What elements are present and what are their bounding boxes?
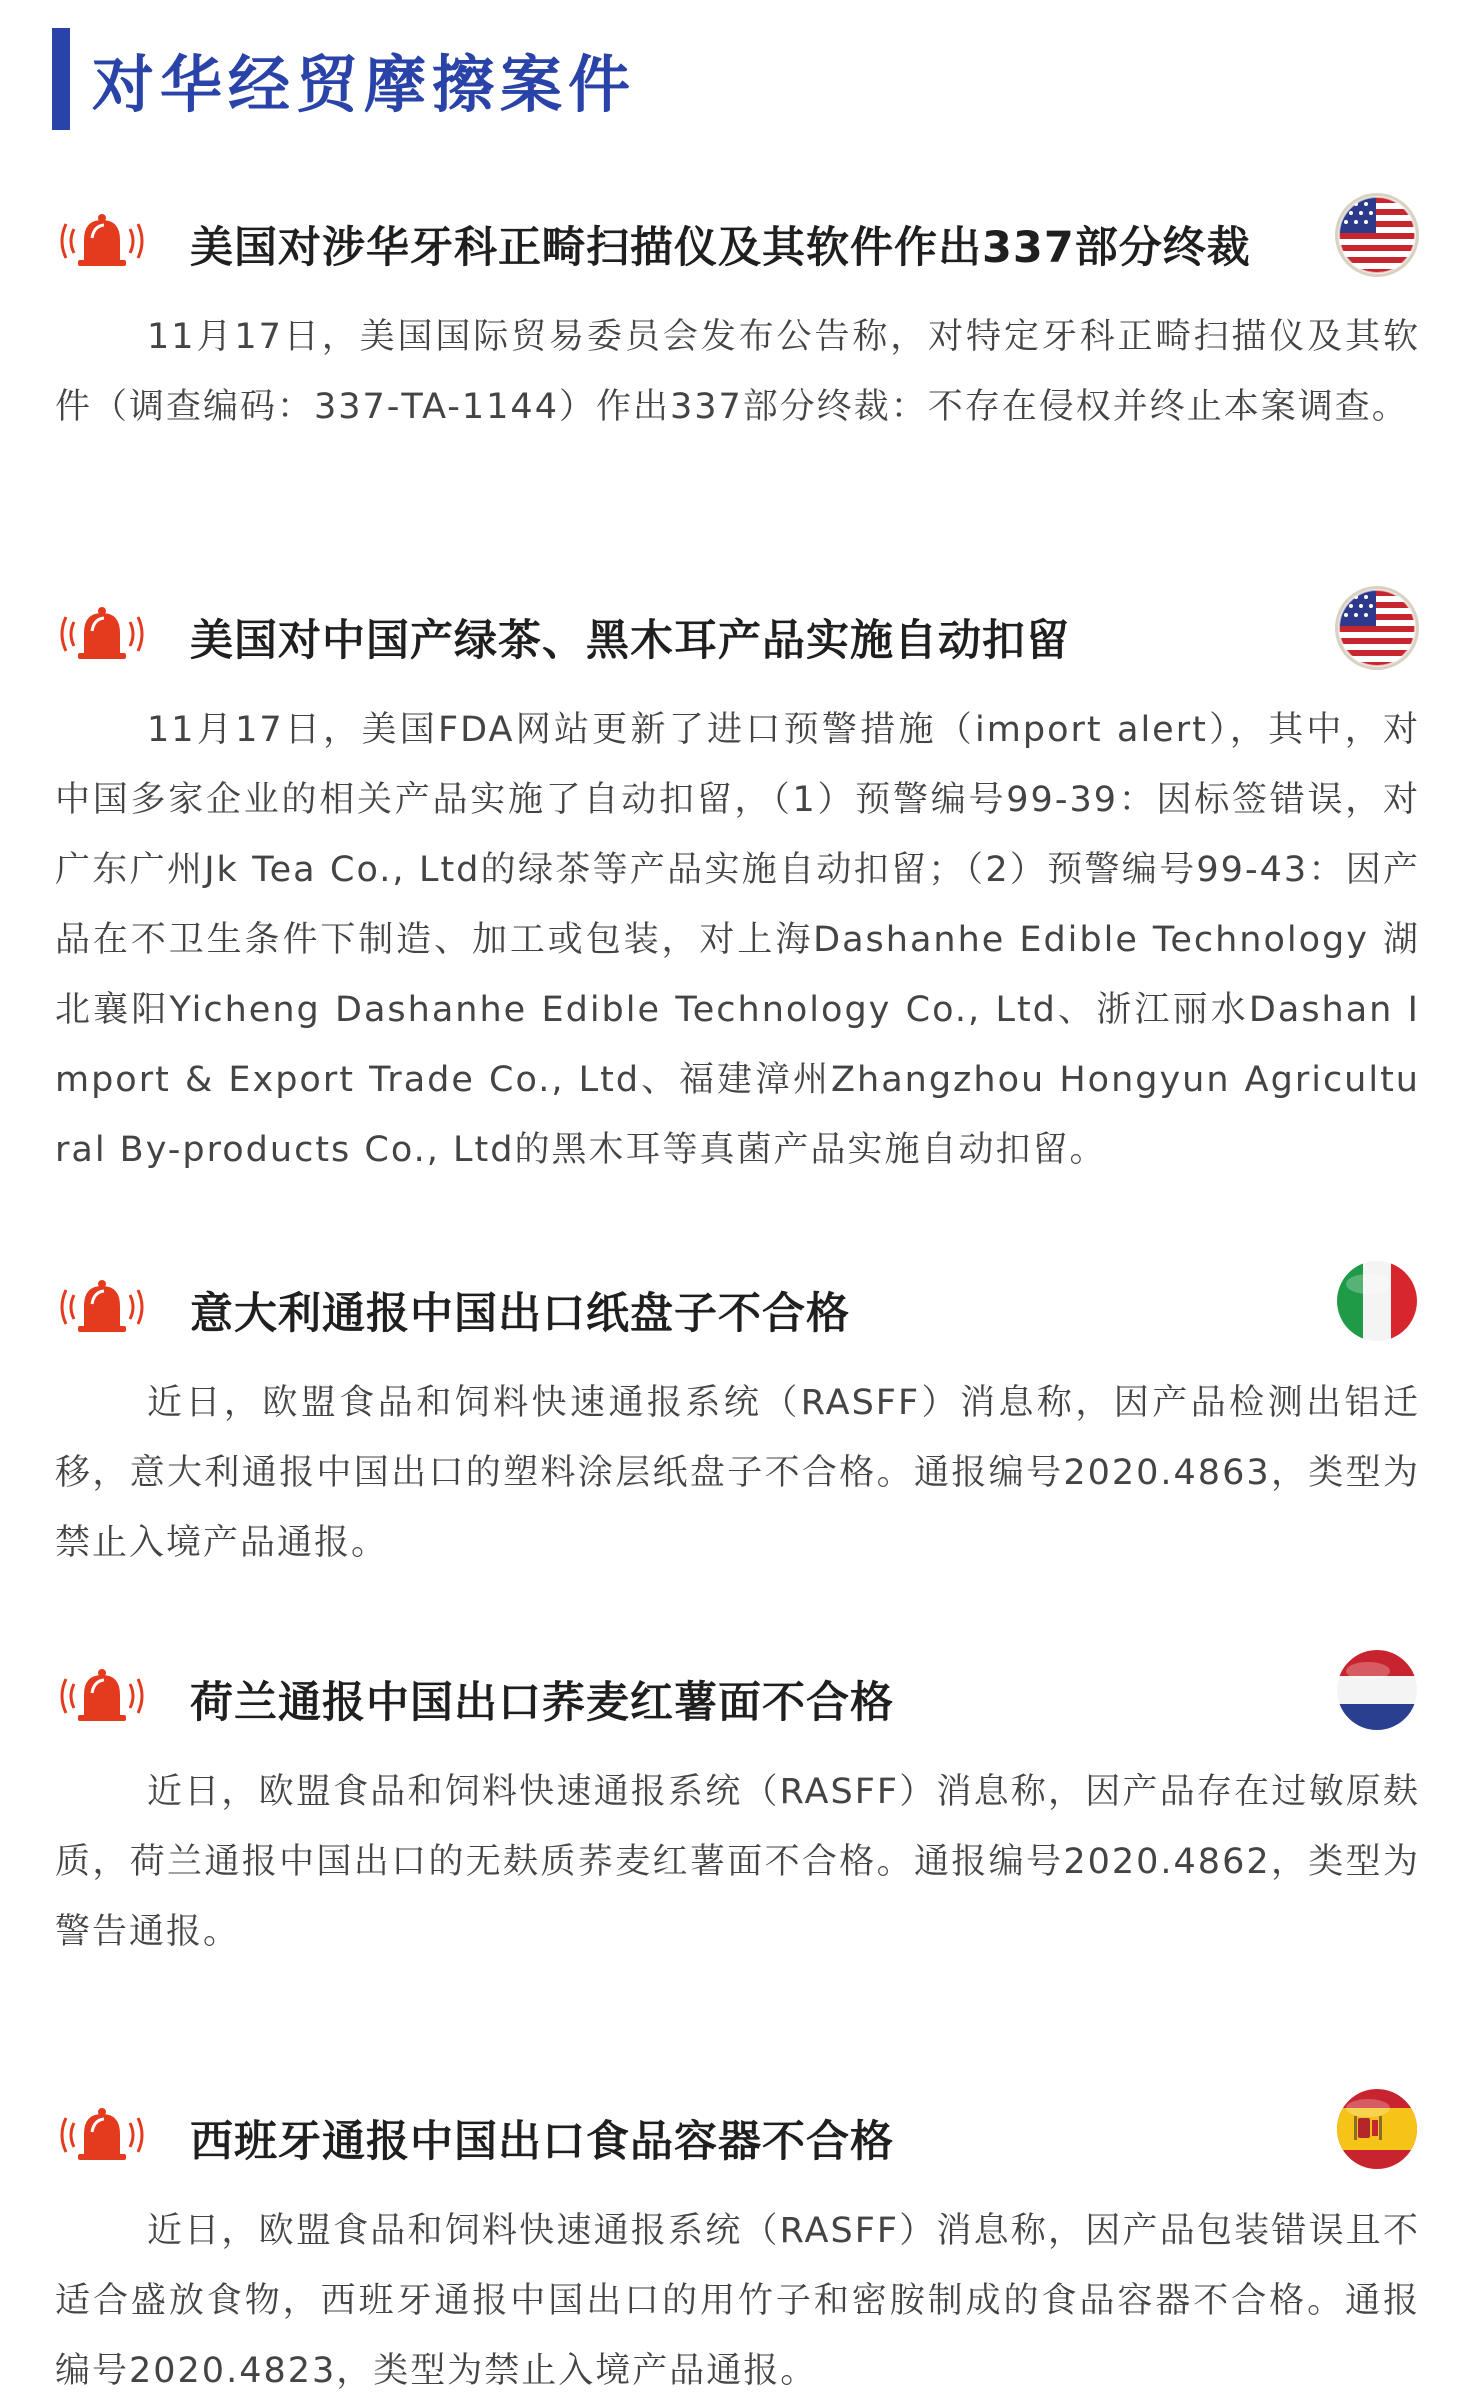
italy-flag-icon	[1334, 1258, 1420, 1344]
news-item-body: 近日，欧盟食品和饲料快速通报系统（RASFF）消息称，因产品存在过敏原麸质，荷兰通报中国出口的无麸质荞麦红薯面不合格。通报编号2020.4862，类型为警告通报。	[55, 1772, 1420, 1952]
news-item-body: 11月17日，美国FDA网站更新了进口预警措施（import alert），其中，对中国多家企业的相关产品实施了自动扣留，（1）预警编号99-39：因标签错误，对广东广州Jk Tea Co., Ltd的绿茶等产品实施自动扣留；（2）预警编号99-43：因产品在不卫生条件下制造、加工或包装，对上海Dashanhe Edible Technology 湖北襄阳Yicheng Dashanhe Edible Technology Co., Ltd、浙江丽水Dashan Import & Export Trade Co., Ltd、福建漳州Zhangzhou Hongyun Agricultural By-products Co., Ltd的黑木耳等真菌产品实施自动扣留。	[55, 710, 1420, 1170]
news-item-header	[0, 192, 1475, 292]
news-item-title: 意大利通报中国出口纸盘子不合格	[190, 1289, 850, 1339]
news-item-body: 近日，欧盟食品和饲料快速通报系统（RASFF）消息称，因产品包装错误且不适合盛放食物，西班牙通报中国出口的用竹子和密胺制成的食品容器不合格。通报编号2020.4823，类型为禁止入境产品通报。	[55, 2211, 1420, 2391]
news-item-header	[0, 2086, 1475, 2186]
section-header	[52, 28, 636, 130]
usa-flag-icon	[1334, 585, 1420, 671]
news-item-title: 美国对中国产绿茶、黑木耳产品实施自动扣留	[190, 616, 1070, 666]
alarm-bell-icon	[52, 1665, 152, 1727]
alarm-bell-icon	[52, 603, 152, 665]
section-title: 对华经贸摩擦案件	[92, 47, 637, 121]
usa-flag-icon	[1334, 192, 1420, 278]
news-item-header	[0, 1647, 1475, 1747]
alarm-bell-icon	[52, 2104, 152, 2166]
spain-flag-icon	[1334, 2086, 1420, 2172]
news-item-header	[0, 585, 1475, 685]
netherlands-flag-icon	[1334, 1647, 1420, 1733]
section-accent-bar	[52, 28, 70, 130]
news-item-title: 美国对涉华牙科正畸扫描仪及其软件作出337部分终裁	[190, 223, 1251, 273]
alarm-bell-icon	[52, 1276, 152, 1338]
alarm-bell-icon	[52, 210, 152, 272]
news-item-header	[0, 1258, 1475, 1358]
news-item-body: 近日，欧盟食品和饲料快速通报系统（RASFF）消息称，因产品检测出铝迁移，意大利通报中国出口的塑料涂层纸盘子不合格。通报编号2020.4863，类型为禁止入境产品通报。	[55, 1383, 1420, 1563]
news-item-body: 11月17日，美国国际贸易委员会发布公告称，对特定牙科正畸扫描仪及其软件（调查编码：337-TA-1144）作出337部分终裁：不存在侵权并终止本案调查。	[55, 317, 1420, 427]
news-item-title: 西班牙通报中国出口食品容器不合格	[190, 2117, 894, 2167]
news-item-title: 荷兰通报中国出口荞麦红薯面不合格	[190, 1678, 894, 1728]
